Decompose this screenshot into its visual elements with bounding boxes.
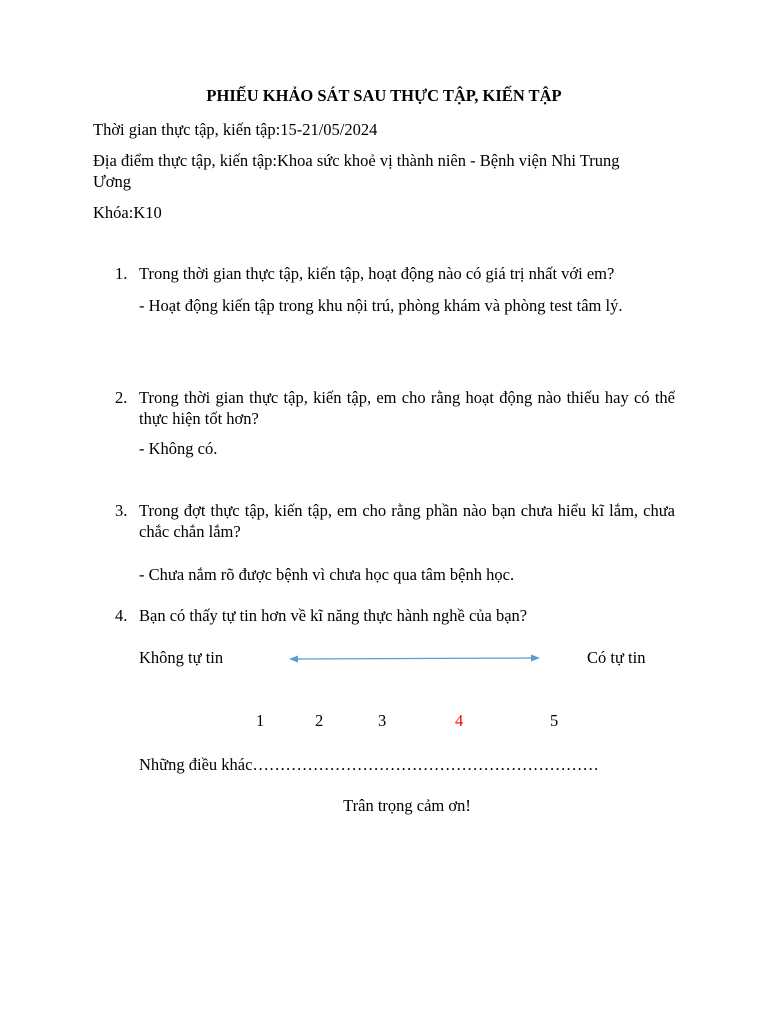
question-number: 1. bbox=[115, 264, 128, 283]
scale-value-2: 2 bbox=[315, 711, 324, 730]
question-2 bbox=[115, 387, 675, 429]
scale-value-3: 3 bbox=[378, 711, 387, 730]
question-number: 3. bbox=[115, 501, 128, 520]
question-number: 4. bbox=[115, 606, 128, 625]
closing-thanks: Trân trọng cảm ơn! bbox=[343, 796, 471, 815]
document-title: PHIẾU KHẢO SÁT SAU THỰC TẬP, KIẾN TẬP bbox=[206, 86, 562, 105]
scale-value-5: 5 bbox=[550, 711, 559, 730]
answer-1: - Hoạt động kiến tập trong khu nội trú, phòng khám và phòng test tâm lý. bbox=[139, 296, 623, 315]
scale-right-label: Có tự tin bbox=[587, 648, 646, 667]
question-text: Trong thời gian thực tập, kiến tập, hoạt động nào có giá trị nhất với em? bbox=[139, 264, 615, 283]
other-comments: Những điều khác……………………………………………………… bbox=[139, 755, 599, 774]
answer-2: - Không có. bbox=[139, 439, 218, 458]
question-4 bbox=[115, 605, 675, 626]
question-1 bbox=[115, 263, 675, 284]
question-text: Bạn có thấy tự tin hơn về kĩ năng thực hành nghề của bạn? bbox=[139, 606, 528, 625]
internship-time: Thời gian thực tập, kiến tập:15-21/05/2024 bbox=[93, 120, 378, 139]
question-number: 2. bbox=[115, 388, 128, 407]
course: Khóa:K10 bbox=[93, 203, 162, 222]
question-text: Trong thời gian thực tập, kiến tập, em cho rằng hoạt động nào thiếu hay có thể thực hiện tốt hơn? bbox=[139, 388, 675, 428]
scale-value-1: 1 bbox=[256, 711, 265, 730]
answer-3: - Chưa nắm rõ được bệnh vì chưa học qua tâm bệnh học. bbox=[139, 565, 515, 584]
location-line-2: Ương bbox=[93, 172, 132, 191]
scale-value-4-selected: 4 bbox=[455, 711, 464, 730]
double-arrow-icon bbox=[288, 652, 542, 666]
question-text: Trong đợt thực tập, kiến tập, em cho rằng phần nào bạn chưa hiểu kĩ lắm, chưa chắc chắn lắm? bbox=[139, 501, 675, 541]
location-line-1: Địa điểm thực tập, kiến tập:Khoa sức khoẻ vị thành niên - Bệnh viện Nhi Trung bbox=[93, 151, 620, 170]
question-3 bbox=[115, 500, 675, 542]
scale-left-label: Không tự tin bbox=[139, 648, 224, 667]
internship-location bbox=[93, 150, 683, 192]
